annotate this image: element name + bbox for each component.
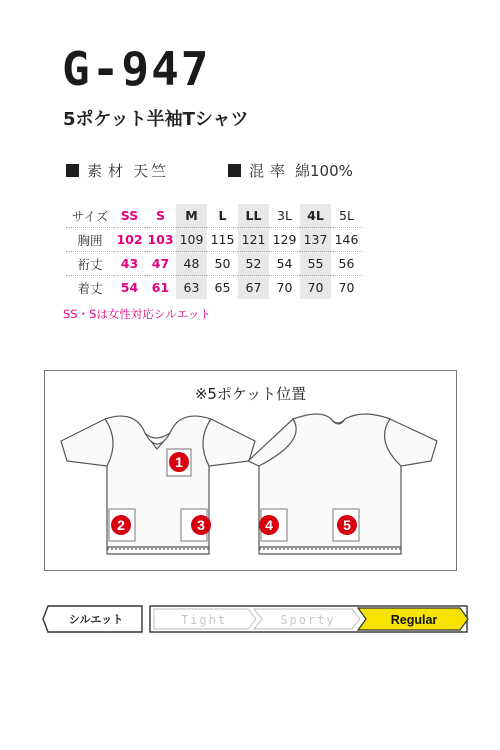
table-cell: 137 [300,228,331,252]
size-m: M [176,204,207,228]
table-cell: 109 [176,228,207,252]
silhouette-option-tight [154,609,256,629]
pocket-2-label: 2 [117,517,125,533]
table-cell: 47 [145,252,176,276]
material-value: 天竺 [133,162,170,180]
pocket-2-marker [109,509,135,541]
size-header-label: サイズ [66,204,114,228]
pocket-4-marker [259,509,287,541]
table-cell: 63 [176,276,207,300]
pocket-diagram [44,370,457,571]
table-cell: 43 [114,252,145,276]
table-row [66,252,362,276]
table-cell: 70 [338,280,355,295]
table-cell: 52 [238,252,269,276]
size-table [66,204,362,299]
blend-value: 綿100% [295,162,353,180]
diagram-caption: ※5ポケット位置 [194,385,307,403]
silhouette-option-regular [358,608,468,630]
table-cell: 50 [207,252,238,276]
size-5l: 5L [331,204,362,228]
table-cell: 65 [214,280,231,295]
size-4l: 4L [300,204,331,228]
silhouette-label: シルエット [68,613,124,626]
size-l: L [207,204,238,228]
table-cell: 48 [176,252,207,276]
pocket-1-label: 1 [175,454,183,470]
table-cell: 115 [207,228,238,252]
size-ss: SS [114,204,145,228]
table-cell: 61 [151,280,170,295]
table-cell: 55 [300,252,331,276]
row-label-length: 着丈 [77,280,103,296]
table-cell: 54 [120,280,139,295]
blend-spec [228,160,353,181]
table-cell: 103 [145,228,176,252]
table-cell: 54 [269,252,300,276]
size-header-row [66,204,362,228]
pocket-4-label: 4 [265,517,273,533]
blend-label: 混率 [249,162,292,180]
size-ll: LL [238,204,269,228]
fit-note: SS・Sは女性対応シルエット [63,307,211,321]
square-bullet-icon [66,164,79,177]
table-row [66,228,362,252]
model-number: G-947 [62,42,211,96]
pocket-5-marker [333,509,359,541]
silhouette-option-sporty [254,609,360,629]
row-label-sleeve: 裄丈 [66,252,114,276]
option-sporty-label: Sporty [280,613,336,627]
material-label: 素材 [87,162,130,180]
product-name: 5ポケット半袖Tシャツ [63,109,249,130]
size-s: S [145,204,176,228]
material-spec [66,160,169,181]
row-label-chest: 胸囲 [66,228,114,252]
shirt-drawing [45,371,456,570]
front-shirt-icon [61,416,255,554]
size-3l: 3L [269,204,300,228]
table-cell: 67 [238,276,269,300]
table-cell: 129 [269,228,300,252]
pocket-5-label: 5 [343,517,351,533]
table-cell: 70 [276,280,293,295]
table-cell: 146 [331,228,362,252]
pocket-3-marker [181,509,211,541]
pocket-3-label: 3 [197,517,205,533]
silhouette-indicator [42,604,470,634]
table-cell: 56 [331,252,362,276]
silhouette-label-box [43,606,142,632]
table-row [66,276,362,300]
option-tight-label: Tight [180,613,228,627]
table-cell: 121 [238,228,269,252]
option-regular-label: Regular [390,613,438,627]
square-bullet-icon [228,164,241,177]
pocket-1-marker [167,449,191,476]
table-cell: 70 [300,276,331,300]
table-cell: 102 [114,228,145,252]
